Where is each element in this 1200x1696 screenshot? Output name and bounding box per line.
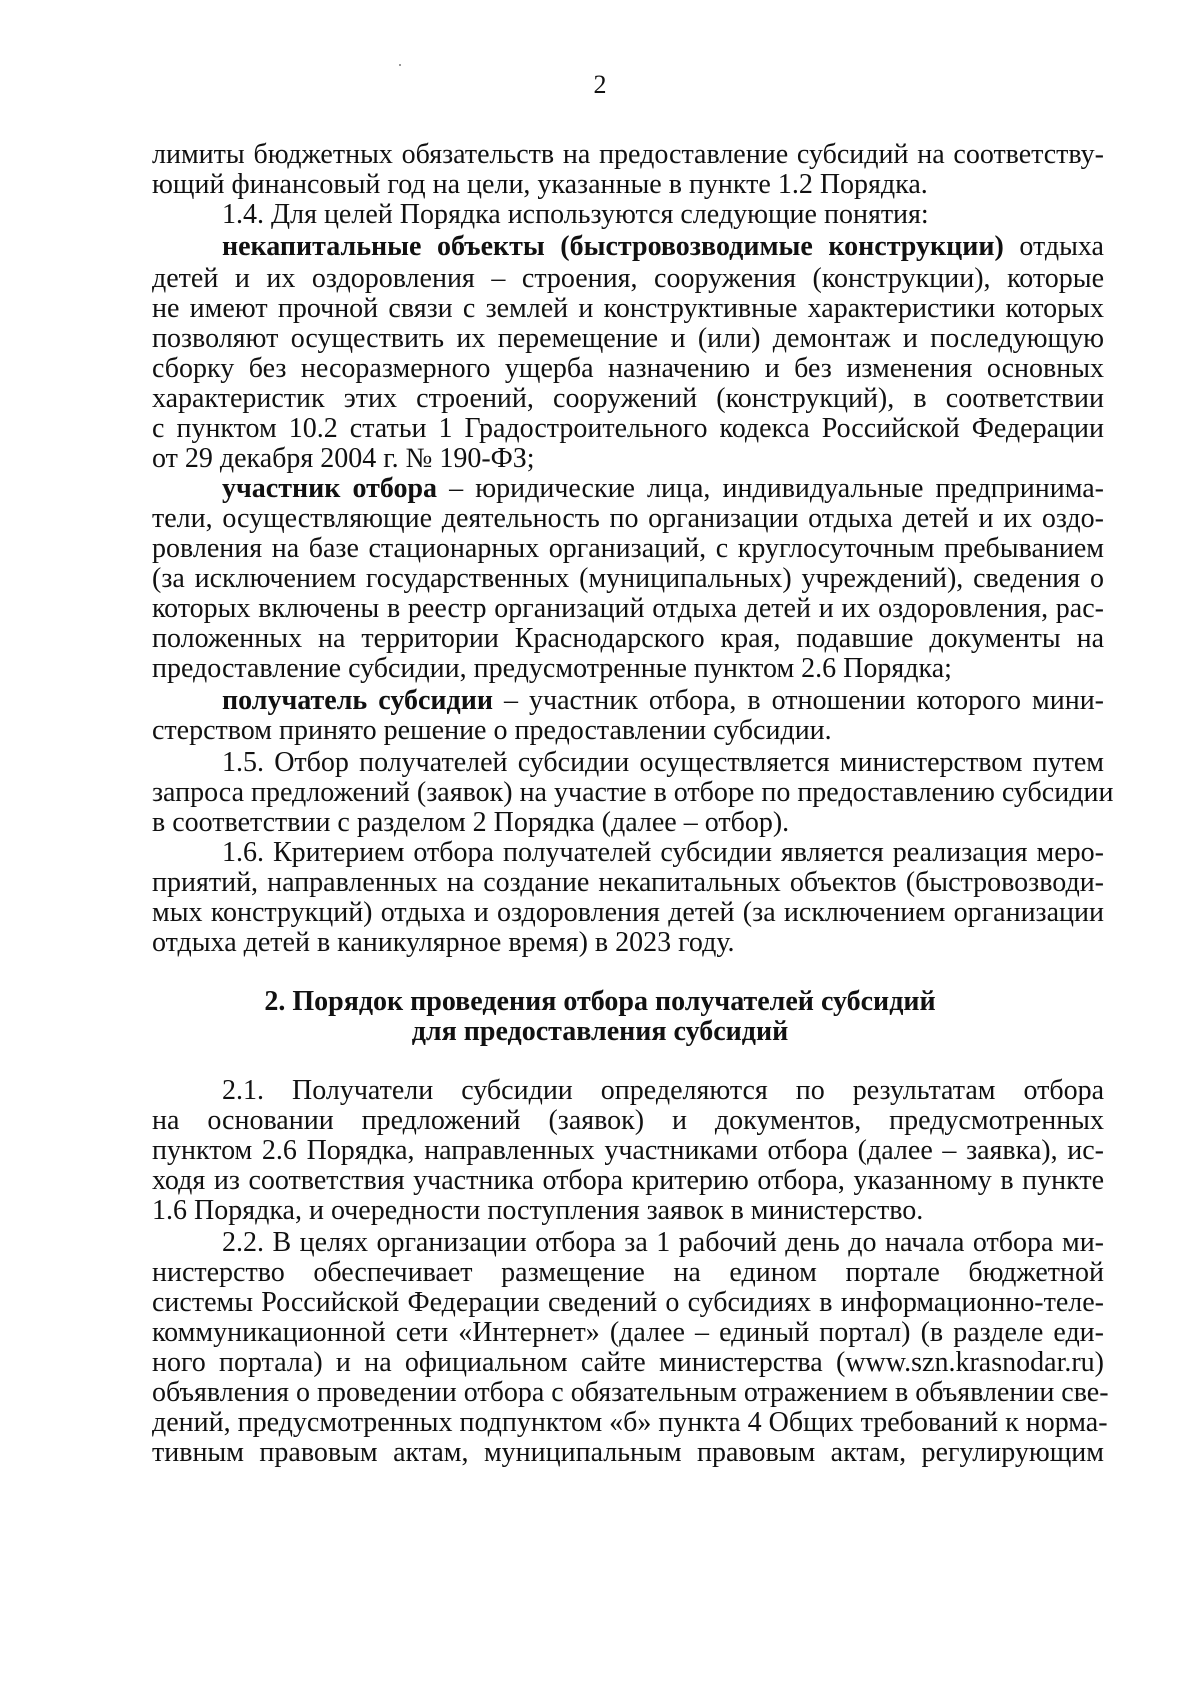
text-line: предоставление субсидии, предусмотренные пунктом 2.6 Порядка; [152,653,952,684]
term-definition: – юридические лица, индивидуальные предпринима- [437,473,1104,504]
term-definition: отдыха [1003,231,1104,262]
text-line: стерством принято решение о предоставлении субсидии. [152,715,832,746]
text-line: 1.6. Критерием отбора получателей субсидии является реализация меро- [222,837,1104,868]
text-line: тивным правовым актам, муниципальным правовым актам, регулирующим [152,1437,1104,1468]
text-line: детей и их оздоровления – строения, сооружения (конструкции), которые [152,263,1104,294]
text-line: позволяют осуществить их перемещение и (или) демонтаж и последующую [152,323,1104,354]
text-line: коммуникационной сети «Интернет» (далее – единый портал) (в разделе еди- [152,1317,1104,1348]
text-line: характеристик этих строений, сооружений (конструкций), в соответствии [152,383,1104,414]
text-line: пунктом 2.6 Порядка, направленных участниками отбора (далее – заявка), ис- [152,1135,1104,1166]
text-line: 1.4. Для целей Порядка используются следующие понятия: [222,199,929,230]
text-line: (за исключением государственных (муниципальных) учреждений), сведения о [152,563,1104,594]
text-line: 1.6 Порядка, и очередности поступления заявок в министерство. [152,1195,924,1226]
text-line: ного портала) и на официальном сайте министерства (www.szn.krasnodar.ru) [152,1347,1104,1378]
text-line: ющий финансовый год на цели, указанные в пункте 1.2 Порядка. [152,169,928,200]
term-bold: участник отбора [222,473,438,504]
text-line [222,472,1104,506]
term-bold: получатель субсидии [222,685,493,716]
text-line: запроса предложений (заявок) на участие в отборе по предоставлению субсидии [152,777,1114,808]
text-line: мых конструкций) отдыха и оздоровления детей (за исключением организации [152,897,1104,928]
scan-speck [399,64,401,66]
text-line: в соответствии с разделом 2 Порядка (далее – отбор). [152,807,790,838]
text-line: ровления на базе стационарных организаций, с круглосуточным пребыванием [152,533,1104,564]
section-heading-line-1: 2. Порядок проведения отбора получателей субсидий [264,986,936,1017]
text-line: 1.5. Отбор получателей субсидии осуществляется министерством путем [222,747,1104,778]
text-line: ходя из соответствия участника отбора критерию отбора, указанному в пункте [152,1165,1104,1196]
text-line [222,684,1104,718]
text-line: тели, осуществляющие деятельность по организации отдыха детей и их оздо- [152,503,1104,534]
text-line: с пунктом 10.2 статьи 1 Градостроительного кодекса Российской Федерации [152,413,1104,444]
text-line: сборку без несоразмерного ущерба назначению и без изменения основных [152,353,1104,384]
text-line: на основании предложений (заявок) и документов, предусмотренных [152,1105,1104,1136]
text-line: нистерство обеспечивает размещение на едином портале бюджетной [152,1257,1104,1288]
term-definition: – участник отбора, в отношении которого мини- [492,685,1105,716]
text-line: положенных на территории Краснодарского края, подавшие документы на [152,623,1104,654]
text-line: системы Российской Федерации сведений о субсидиях в информационно-теле- [152,1287,1104,1318]
text-line: которых включены в реестр организаций отдыха детей и их оздоровления, рас- [152,593,1104,624]
text-line: отдыха детей в каникулярное время) в 2023 году. [152,927,735,958]
section-heading-line-2: для предоставления субсидий [411,1016,789,1047]
text-line: 2.1. Получатели субсидии определяются по результатам отбора [222,1075,1104,1106]
text-line: лимиты бюджетных обязательств на предоставление субсидий на соответству- [152,139,1104,170]
text-line: приятий, направленных на создание некапитальных объектов (быстровозводи- [152,867,1104,898]
text-line: дений, предусмотренных подпунктом «б» пункта 4 Общих требований к норма- [152,1407,1108,1438]
page-number: 2 [593,70,607,99]
text-line: объявления о проведении отбора с обязательным отражением в объявлении све- [152,1377,1109,1408]
text-line [222,230,1104,264]
text-line: от 29 декабря 2004 г. № 190-ФЗ; [152,443,535,474]
text-line: не имеют прочной связи с землей и конструктивные характеристики которых [152,293,1104,324]
term-bold: некапитальные объекты (быстровозводимые конструкции) [222,231,1004,262]
text-line: 2.2. В целях организации отбора за 1 рабочий день до начала отбора ми- [222,1227,1104,1258]
